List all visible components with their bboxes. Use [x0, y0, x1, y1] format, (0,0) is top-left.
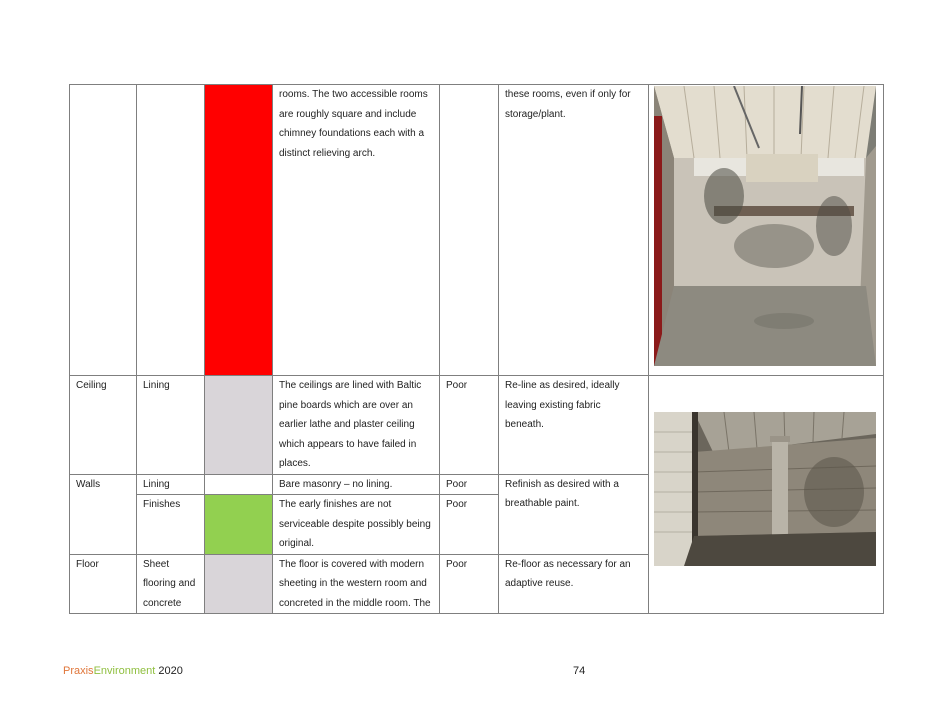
sub-element-cell: Sheet flooring and concrete	[137, 554, 205, 614]
condition-cell: Poor	[440, 376, 499, 475]
description-cell: The ceilings are lined with Baltic pine boards which are over an earlier lathe and plaster ceiling which appears to have failed in places.	[273, 376, 440, 475]
recommendation-cell: Refinish as desired with a breathable paint.	[499, 474, 649, 554]
element-cell: Floor	[70, 554, 137, 614]
recommendation-cell: Re-line as desired, ideally leaving existing fabric beneath.	[499, 376, 649, 475]
sub-element-cell: Lining	[137, 474, 205, 495]
footer-brand	[63, 665, 183, 677]
condition-swatch-grey	[205, 376, 273, 475]
sub-element-cell	[137, 85, 205, 376]
condition-swatch-grey	[205, 554, 273, 614]
element-cell	[70, 85, 137, 376]
description-cell: rooms. The two accessible rooms are roughly square and include chimney foundations each with a distinct relieving arch.	[273, 85, 440, 376]
description-cell: The early finishes are not serviceable despite possibly being original.	[273, 495, 440, 555]
brand-praxis: Praxis	[63, 665, 94, 677]
condition-cell: Poor	[440, 554, 499, 614]
table-row	[70, 85, 884, 376]
description-cell: Bare masonry – no lining.	[273, 474, 440, 495]
condition-swatch-empty	[205, 474, 273, 495]
recommendation-cell: these rooms, even if only for storage/plant.	[499, 85, 649, 376]
condition-swatch-red	[205, 85, 273, 376]
element-cell: Ceiling	[70, 376, 137, 475]
sub-element-cell: Lining	[137, 376, 205, 475]
ceiling-photo-cell	[649, 376, 884, 614]
element-cell: Walls	[70, 474, 137, 554]
condition-table	[69, 84, 884, 614]
description-cell: The floor is covered with modern sheeting in the western room and concreted in the middle room. The	[273, 554, 440, 614]
footer-year: 2020	[155, 665, 183, 677]
condition-swatch-green	[205, 495, 273, 555]
condition-cell: Poor	[440, 495, 499, 555]
table-row	[70, 376, 884, 475]
page-number: 74	[573, 665, 586, 677]
brand-environment: Environment	[93, 665, 156, 677]
cellar-column-photo	[654, 412, 876, 566]
condition-cell	[440, 85, 499, 376]
recommendation-cell: Re-floor as necessary for an adaptive reuse.	[499, 554, 649, 614]
condition-cell: Poor	[440, 474, 499, 495]
basement-photo-cell	[649, 85, 884, 376]
sub-element-cell: Finishes	[137, 495, 205, 555]
basement-room-photo	[654, 86, 876, 366]
